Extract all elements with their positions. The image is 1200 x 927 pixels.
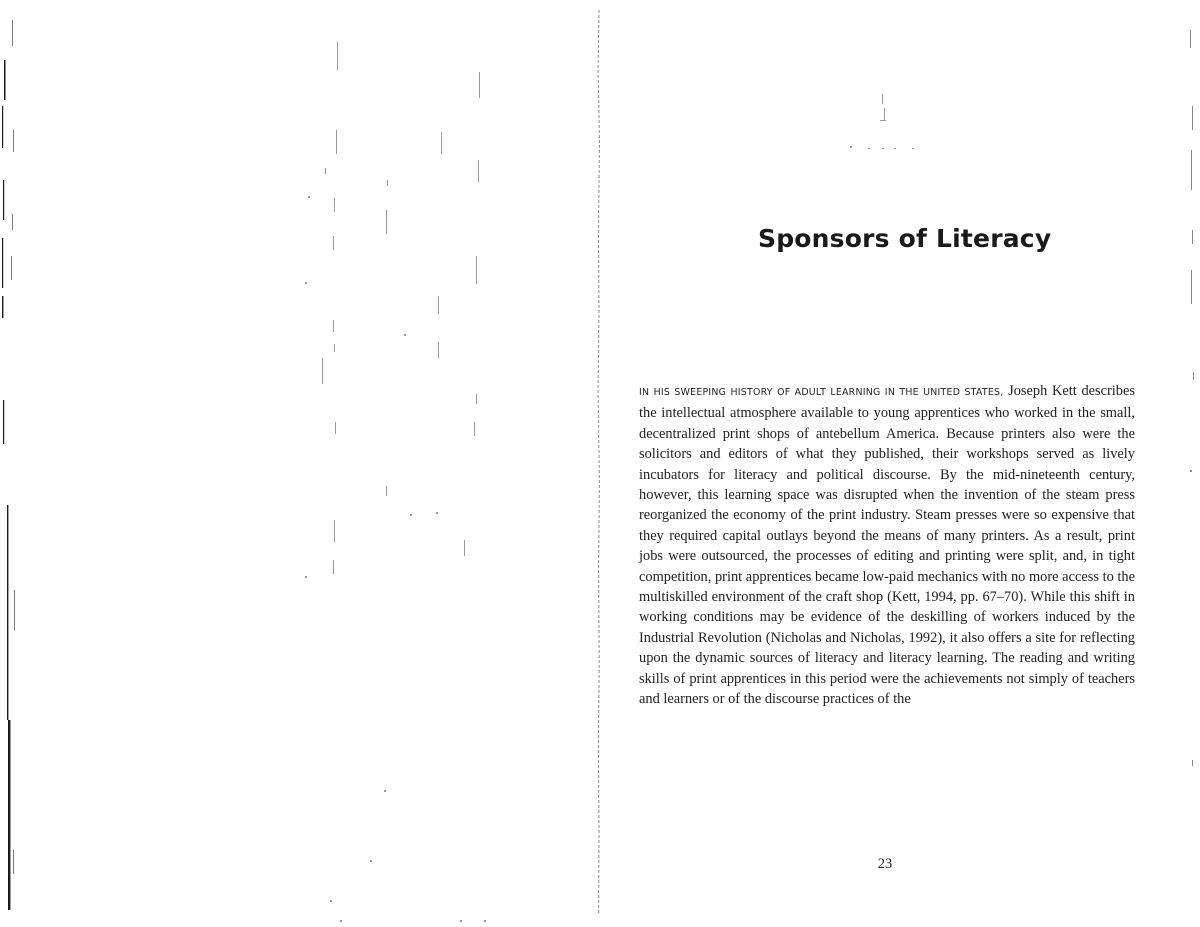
small-caps-lead-in: IN HIS SWEEPING HISTORY OF ADULT LEARNING IN THE UNITED STATES, xyxy=(639,387,1004,398)
chapter-title: Sponsors of Literacy xyxy=(758,224,1052,253)
paragraph-body-text: Joseph Kett describes the intellectual atmosphere available to young apprentices who worked in the small, decentralized print shops of antebellum America. Because printers also were the solicitors and editors of what they published, their workshops served as lively incubators for literacy and political discourse. By the mid-nineteenth century, however, this learning space was disrupted when the invention of the steam press reorganized the economy of the print industry. Steam presses were so expensive that they required capital outlays beyond the means of many printers. As a result, print jobs were outsourced, the processes of editing and printing were split, and, in tight competition, print apprentices became low-paid mechanics with no more access to the multiskilled environment of the craft shop (Kett, 1994, pp. 67–70). While this shift in working conditions may be evidence of the deskilling of workers induced by the Industrial Revolution (Nicholas and Nicholas, 1992), it also offers a site for reflecting upon the dynamic sources of literacy and literacy learning. The reading and writing skills of print apprentices in this period were the achievements not simply of teachers and learners or of the discourse practices of the xyxy=(639,383,1135,708)
chapter-ornament-marks xyxy=(842,90,922,170)
left-page-blank xyxy=(0,0,596,927)
page-number: 23 xyxy=(877,856,893,872)
left-page-show-through-marks xyxy=(0,0,596,927)
right-page-chapter-opening xyxy=(602,0,1200,927)
right-edge-scan-marks xyxy=(1180,0,1200,927)
chapter-opening-paragraph xyxy=(639,381,1135,710)
